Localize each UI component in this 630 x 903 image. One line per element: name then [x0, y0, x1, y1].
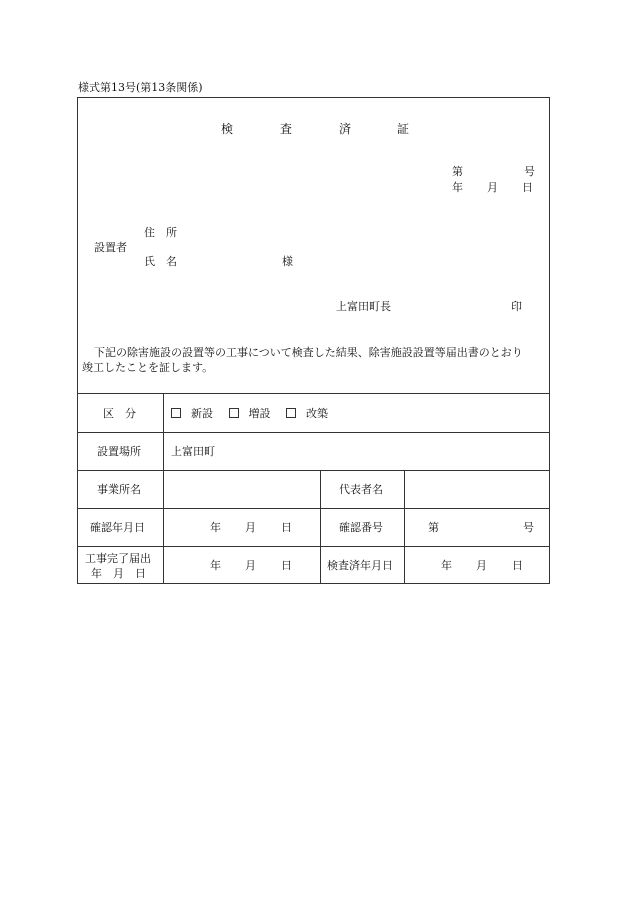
title-char-1: 検: [221, 122, 234, 136]
inspection-date-tsuki: 月: [476, 559, 487, 572]
date-hi: 日: [522, 181, 533, 194]
date-nen: 年: [452, 181, 463, 194]
inspection-date-label: 検査済年月日: [327, 559, 393, 572]
confirm-number-go: 号: [523, 521, 534, 534]
table-top-rule: [77, 393, 550, 394]
completion-date-nen: 年: [210, 559, 221, 572]
completion-label-line-2: 年 月 日: [91, 567, 146, 580]
body-text-line-1: 下記の除害施設の設置等の工事について検査した結果、除害施設設置等届出書のとおり: [94, 346, 523, 359]
table-rule-3: [77, 470, 550, 471]
option-expand-label: 増設: [248, 407, 271, 420]
confirm-number-dai: 第: [428, 521, 439, 534]
kubun-options: [171, 408, 340, 419]
completion-date-tsuki: 月: [245, 559, 256, 572]
completion-label-line-1: 工事完了届出: [85, 552, 151, 565]
body-text-line-2: 竣工したことを証します。: [82, 361, 214, 374]
table-col-divider-3: [404, 470, 405, 584]
confirm-date-hi: 日: [281, 521, 292, 534]
number-go: 号: [524, 165, 535, 178]
confirm-date-nen: 年: [210, 521, 221, 534]
issuer-title: 上富田町長: [336, 300, 391, 313]
title-char-3: 済: [339, 122, 352, 136]
confirm-number-label: 確認番号: [339, 521, 383, 534]
certificate-frame: [77, 97, 550, 584]
installer-label: 設置者: [94, 241, 127, 254]
inspection-date-nen: 年: [441, 559, 452, 572]
name-label: 氏 名: [144, 255, 177, 268]
date-tsuki: 月: [487, 181, 498, 194]
honorific-sama: 様: [282, 255, 293, 268]
inspection-date-hi: 日: [512, 559, 523, 572]
title-char-2: 査: [280, 122, 293, 136]
kubun-label: 区 分: [103, 407, 136, 420]
table-col-divider-2: [320, 470, 321, 584]
title-char-4: 証: [397, 122, 410, 136]
completion-date-hi: 日: [281, 559, 292, 572]
confirm-date-label: 確認年月日: [90, 521, 145, 534]
table-rule-4: [77, 508, 550, 509]
location-value: 上富田町: [171, 445, 215, 458]
address-label: 住 所: [144, 226, 177, 239]
checkbox-rebuild[interactable]: [286, 408, 296, 418]
location-label: 設置場所: [97, 445, 141, 458]
table-col-divider-1: [163, 393, 164, 584]
representative-label: 代表者名: [339, 483, 383, 496]
number-dai: 第: [452, 165, 463, 178]
table-rule-2: [77, 432, 550, 433]
office-label: 事業所名: [97, 483, 141, 496]
checkbox-new[interactable]: [171, 408, 181, 418]
table-rule-5: [77, 546, 550, 547]
form-number-label: 様式第13号(第13条関係): [78, 81, 203, 94]
checkbox-expand[interactable]: [229, 408, 239, 418]
seal-mark: 印: [511, 300, 522, 313]
option-new-label: 新設: [191, 407, 213, 420]
confirm-date-tsuki: 月: [245, 521, 256, 534]
option-rebuild-label: 改築: [306, 407, 328, 420]
